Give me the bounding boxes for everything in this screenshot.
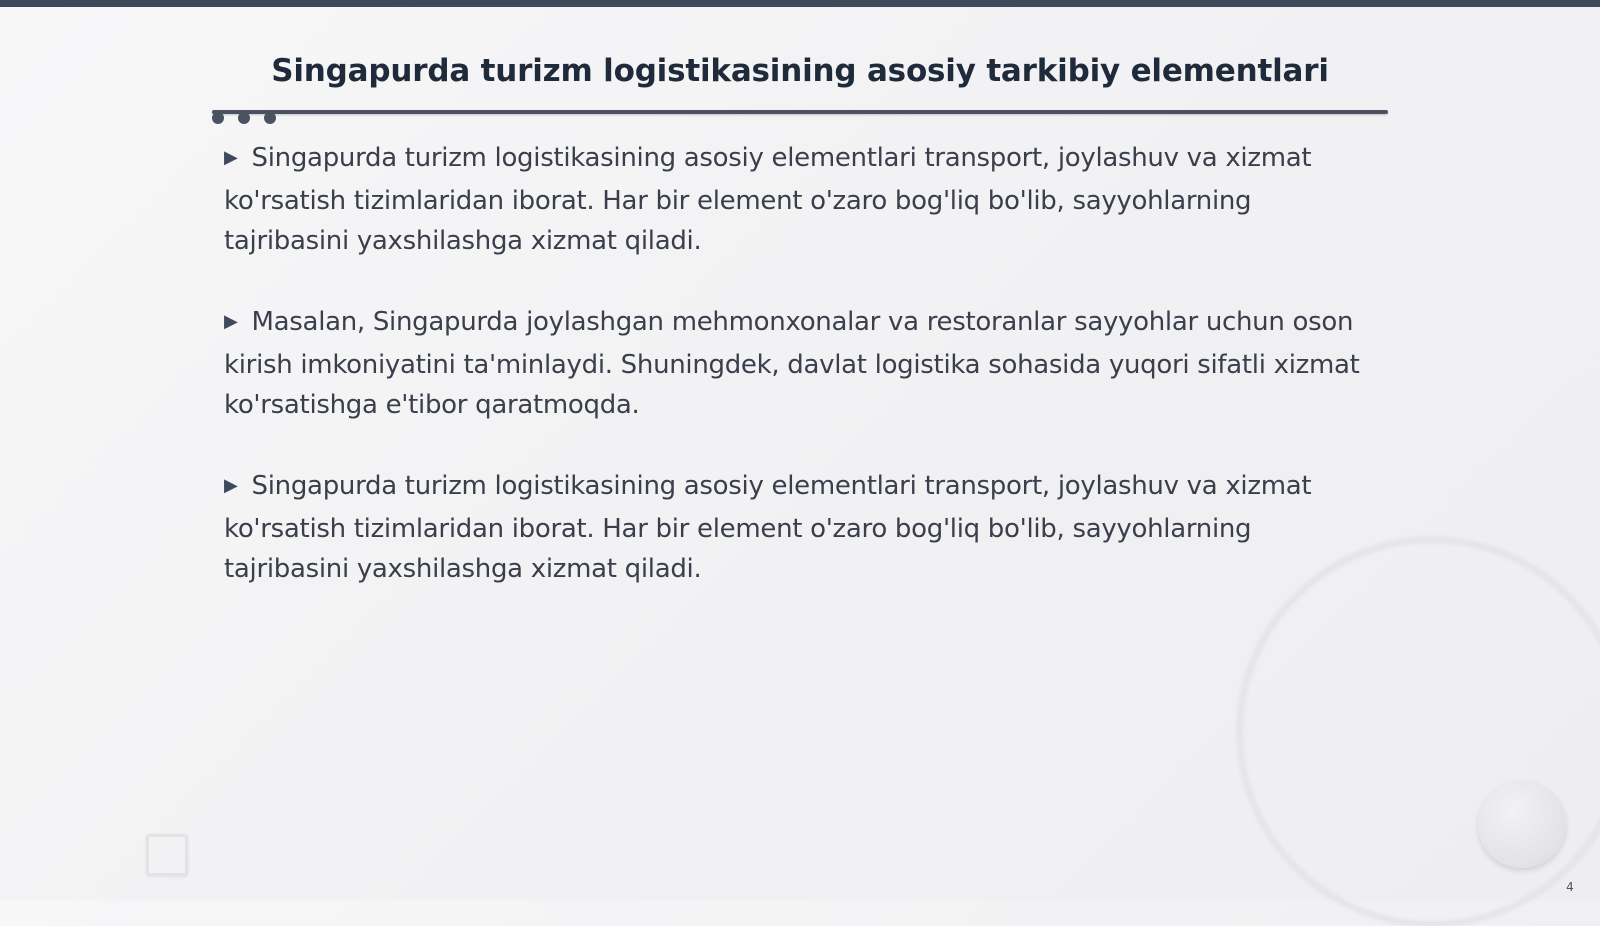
bullet-text: Masalan, Singapurda joylashgan mehmonxonalar va restoranlar sayyohlar uchun oson kirish imkoniyatini ta'minlaydi. Shuningdek, davlat logistika sohasida yuqori sifatli xizmat ko'rsatishga e'tibor qaratmoqda. xyxy=(224,307,1360,420)
bullet-list xyxy=(224,138,1384,630)
bullet-text: Singapurda turizm logistikasining asosiy elementlari transport, joylashuv va xizmat ko'rsatish tizimlaridan iborat. Har bir element o'zaro bog'liq bo'lib, sayyohlarning tajribasini yaxshilashga xizmat qiladi. xyxy=(224,471,1312,584)
decorative-square xyxy=(146,834,188,876)
slide-title: Singapurda turizm logistikasining asosiy tarkibiy elementlari xyxy=(271,53,1329,89)
bullet-item xyxy=(224,466,1384,589)
triangle-bullet-icon: ▶ xyxy=(224,147,238,168)
page-number: 4 xyxy=(1566,880,1574,894)
top-accent-bar xyxy=(0,0,1600,7)
bullet-item xyxy=(224,302,1384,425)
triangle-bullet-icon: ▶ xyxy=(224,475,238,496)
decorative-dot xyxy=(238,112,250,124)
decorative-ring xyxy=(1238,538,1600,926)
bullet-item xyxy=(224,138,1384,261)
title-underline xyxy=(212,110,1388,114)
decorative-sphere xyxy=(1478,780,1566,868)
title-area xyxy=(212,52,1388,91)
triangle-bullet-icon: ▶ xyxy=(224,311,238,332)
title-dots-decoration xyxy=(212,112,282,124)
decorative-dot xyxy=(212,112,224,124)
bullet-text: Singapurda turizm logistikasining asosiy elementlari transport, joylashuv va xizmat ko'rsatish tizimlaridan iborat. Har bir element o'zaro bog'liq bo'lib, sayyohlarning tajribasini yaxshilashga xizmat qiladi. xyxy=(224,143,1312,256)
decorative-dot xyxy=(264,112,276,124)
